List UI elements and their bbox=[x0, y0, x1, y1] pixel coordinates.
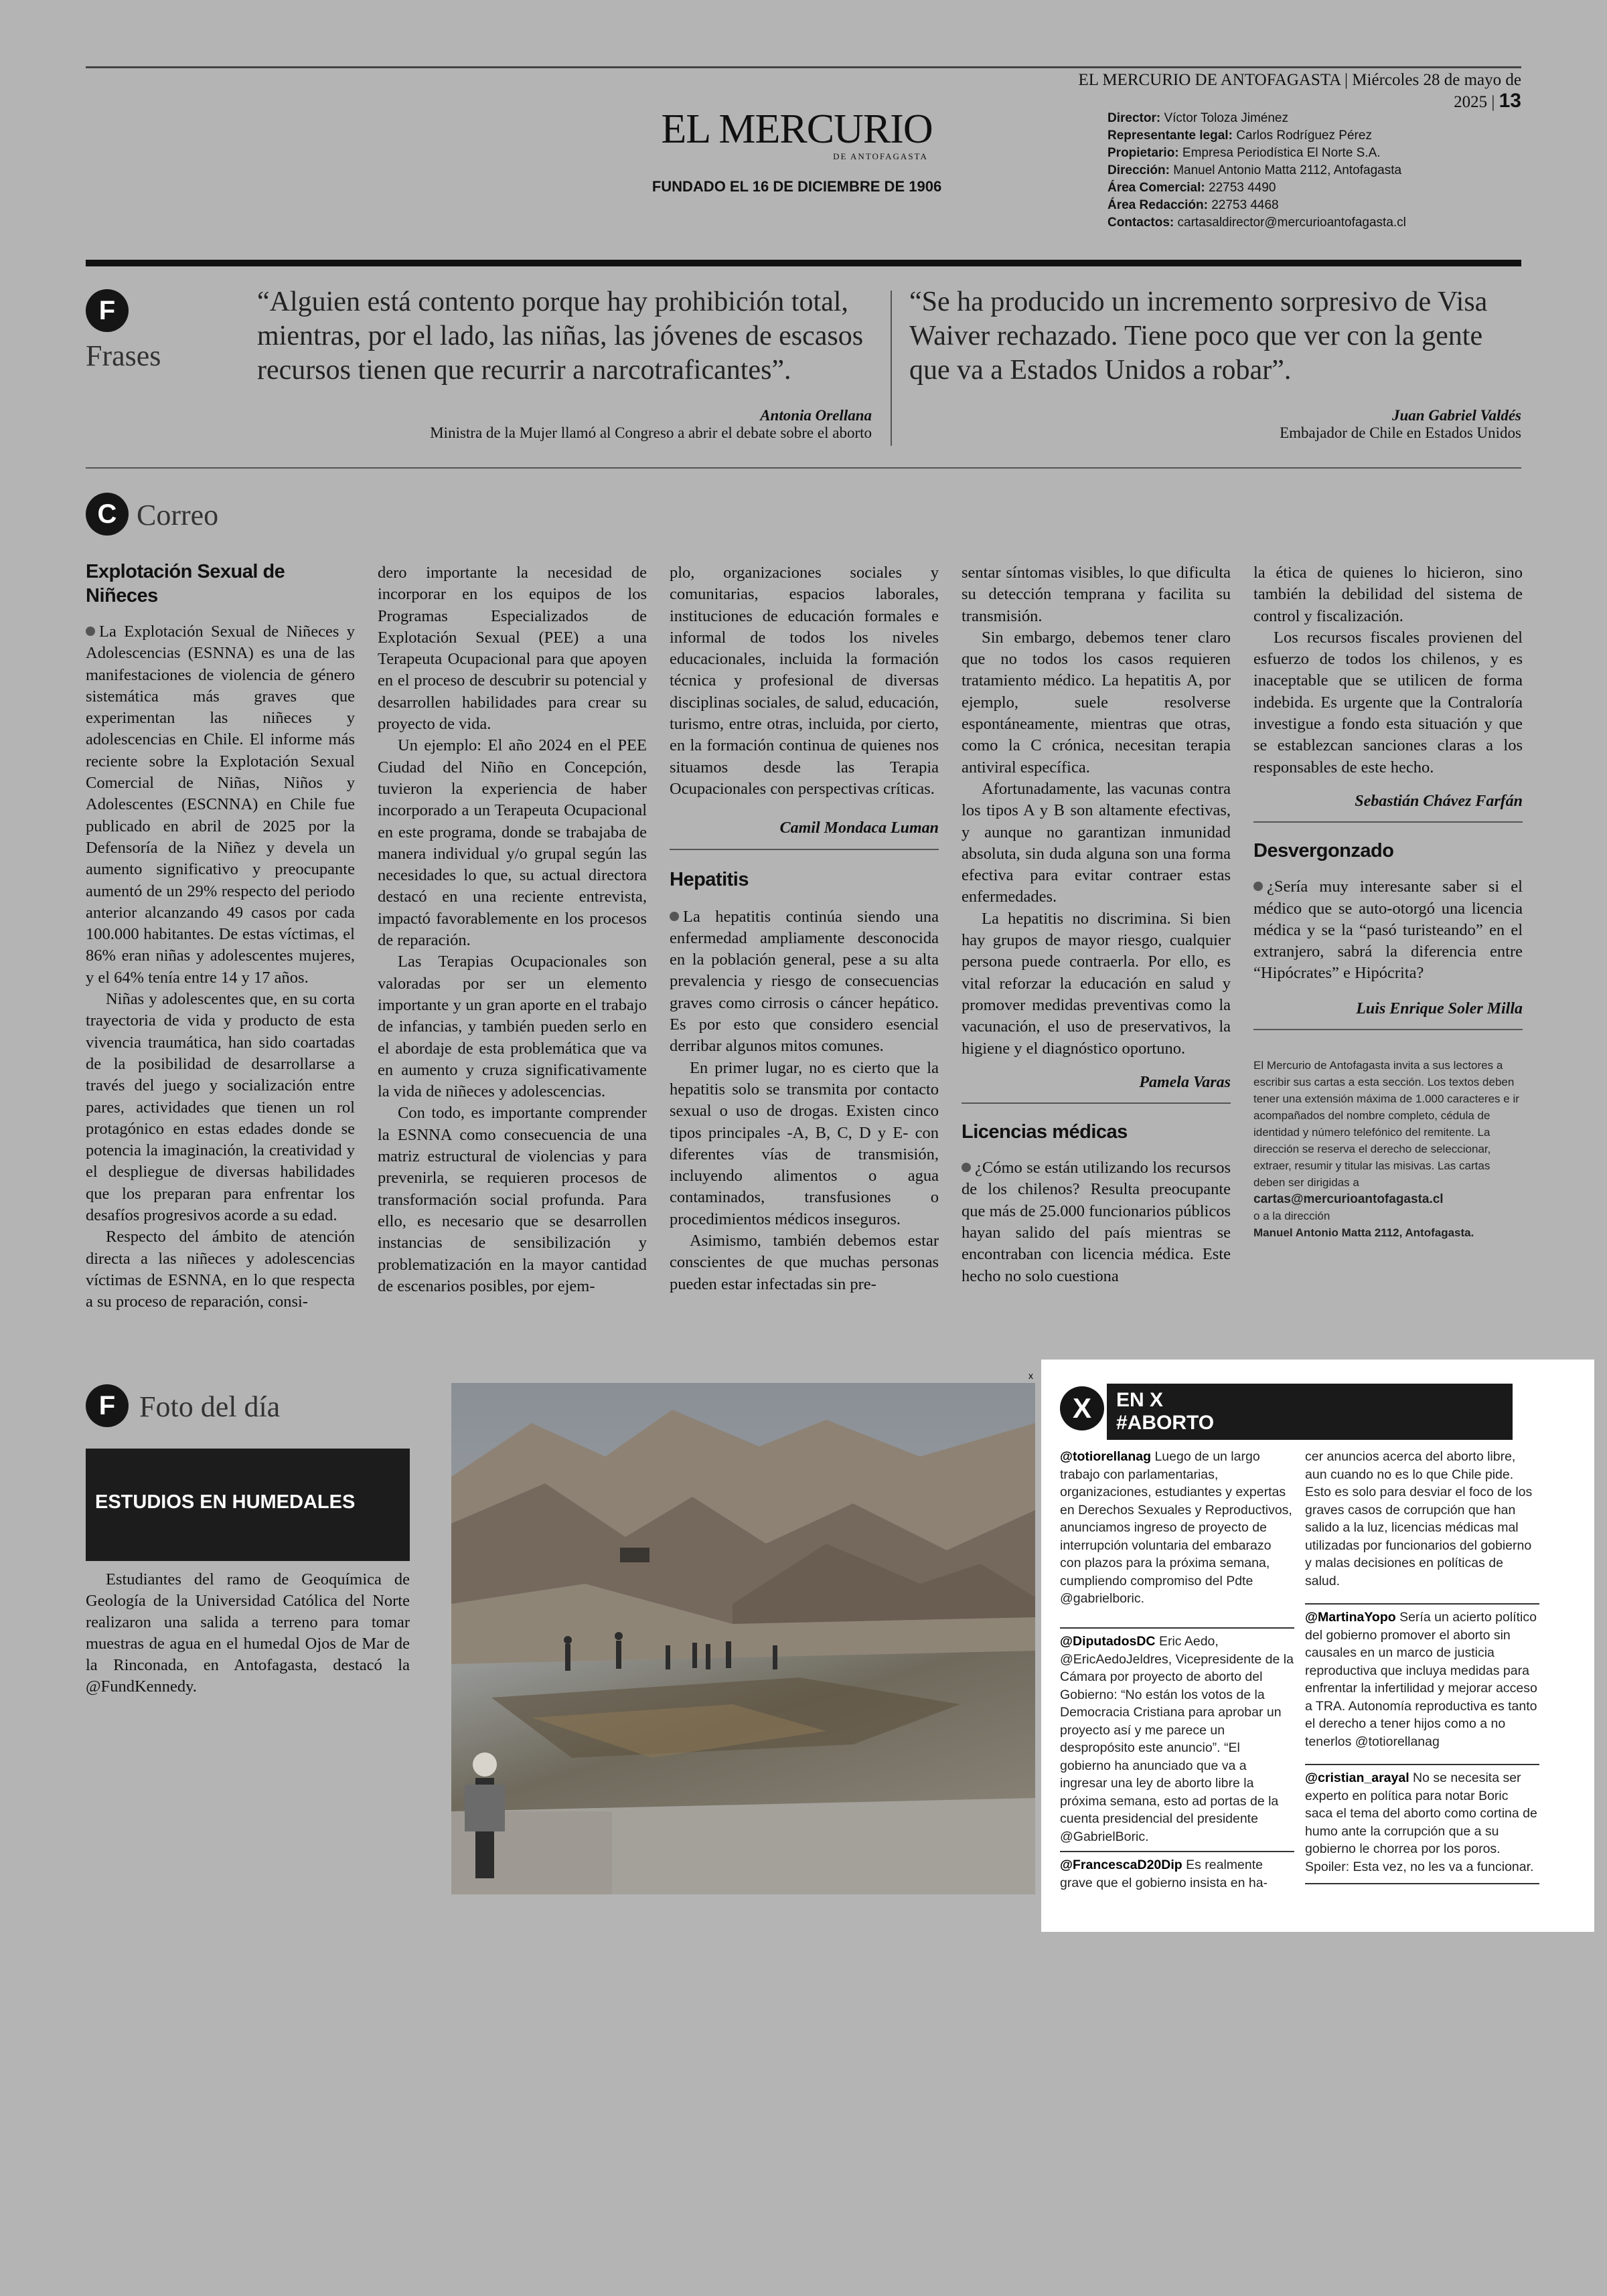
letter-signature: Luis Enrique Soler Milla bbox=[1356, 999, 1523, 1017]
photo-caption: Estudiantes del ramo de Geoquímica de Geología de la Universidad Católica del Norte realizaron una salida a terreno para tomar muestras de agua en el humedal Ojos de Mar de la Rinconada, en Antofagasta, destacó la @FundKennedy. bbox=[86, 1570, 410, 1696]
masthead bbox=[643, 108, 951, 195]
quote-2-attribution bbox=[909, 407, 1521, 442]
masthead-title: EL MERCURIO bbox=[661, 106, 933, 152]
tweet-user[interactable]: @MartinaYopo bbox=[1305, 1610, 1396, 1625]
quote-author: Juan Gabriel Valdés bbox=[1392, 407, 1521, 424]
tweet-divider bbox=[1305, 1883, 1539, 1884]
x-logo-icon: X bbox=[1060, 1386, 1104, 1430]
letter-paragraph: ¿Cómo se están utilizando los recursos de los chilenos? Resulta preocupante que más de 25.000 funcionarios públicos hayan salido del país mientras se encontraban con licencia médica. Este hecho no solo cuestiona bbox=[962, 1159, 1231, 1285]
letter-paragraph: Con todo, es importante comprender la ESNNA como consecuencia de una matriz estructural de violencias y para prevenirla, se requieren procesos de transformación social profunda. Para ello, es necesario que se desarrollen instancias de sensibilización y problematización en la mayor cantidad de escenarios posibles, por ejem- bbox=[378, 1104, 647, 1295]
submission-address: Manuel Antonio Matta 2112, Antofagasta. bbox=[1253, 1226, 1474, 1240]
frases-bottom-rule bbox=[86, 467, 1521, 469]
tweet bbox=[1060, 1448, 1294, 1608]
tweet-text: cer anuncios acerca del aborto libre, aun cuando no es lo que Chile pide. Esto es solo para desviar el foco de los graves casos de corrupción que han salido a la luz, licencias médicas mal utilizadas por funcionarios del gobierno y malas decisiones en políticas de salud. bbox=[1305, 1449, 1533, 1588]
tweet-text: No se necesita ser experto en política para notar Boric saca el tema del aborto como cortina de humo ante la corrupción que a su gobierno le chorrea por los poros. Spoiler: Esta vez, no les va a funcionar. bbox=[1305, 1771, 1537, 1874]
letter-paragraph: La Explotación Sexual de Niñeces y Adolescencias (ESNNA) es una de las manifestaciones de violencia de género sistemática más graves que experimentan las niñeces y adolescencias en Chile. El informe más reciente sobre la Explotación Sexual Comercial de Niñas, Niños y Adolescentes (ESCNNA) en Chile fue publicado en abril de 2025 por la Defensoría de la Niñez y devela un aumento significativo y preocupante aumentó de un 29% respecto del periodo anterior alcanzando 49 casos por cada 100.000 habitantes. De estas víctimas, el 86% eran niñas y adolescentes mujeres, y el 64% tenía entre 14 y 17 años. bbox=[86, 623, 355, 987]
submission-note: El Mercurio de Antofagasta invita a sus lectores a escribir sus cartas a esta sección. Los textos deben tener una extensión máxima de 1.000 caracteres e ir acompañados del nombre completo, cédula de identidad y número telefónico del remitente. La dirección se reserva el derecho de seleccionar, extraer, resumir y titular las misivas. Las cartas deben ser dirigidas a cartas@mercurioantofagasta.cl o a la dirección Manuel Antonio Matta 2112, Antofagasta. bbox=[1253, 1059, 1519, 1240]
correo-title: Correo bbox=[137, 499, 219, 531]
letter-paragraph: dero importante la necesidad de incorporar en los equipos de los Programas Especializados de Explotación Sexual (PEE) a una Terapeuta Ocupacional para que apoyen en el proceso de descubrir su potencial y desarrollen habilidades para crear su proyecto de vida. bbox=[378, 564, 647, 734]
letter-paragraph: Afortunadamente, las vacunas contra los tipos A y B son altamente efectivas, y aunque no garantizan inmunidad absoluta, sin duda alguna son una forma efectiva para evitar contraer estas enfermedades. bbox=[962, 779, 1231, 906]
page-number: 13 bbox=[1499, 90, 1521, 112]
photo-headline-box bbox=[86, 1449, 410, 1561]
letter-paragraph: Respecto del ámbito de atención directa a las niñeces y adolescencias víctimas de ESNNA, en lo que respecta a su proceso de reparación, consi- bbox=[86, 1228, 355, 1311]
wetland-photo bbox=[451, 1370, 1035, 1894]
tweet-divider bbox=[1305, 1603, 1539, 1605]
staff-line: Representante legal: Carlos Rodríguez Pérez bbox=[1107, 129, 1372, 143]
founded-line: FUNDADO EL 16 DE DICIEMBRE DE 1906 bbox=[652, 178, 942, 195]
tweet bbox=[1060, 1633, 1294, 1846]
letter-signature: Camil Mondaca Luman bbox=[779, 819, 939, 837]
staff-line: Contactos: cartasaldirector@mercurioantofagasta.cl bbox=[1107, 216, 1406, 230]
letter-signature: Sebastián Chávez Farfán bbox=[1355, 792, 1523, 810]
tweet-text: Sería un acierto político del gobierno promover el aborto sin causales en un marco de justicia reproductiva que incluya medidas para enfrentar la infertilidad y mejorar acceso a TRA. Autonomía reproductiva es tanto el derecho a tener hijos como a no tenerlos @totiorellanag bbox=[1305, 1610, 1537, 1749]
frases-title: Frases bbox=[86, 339, 161, 372]
letter-paragraph: Las Terapias Ocupacionales son valoradas por ser un elemento importante y un gran aporte en el trabajo de infancias, y también pueden serlo en el abordaje de esta problemática que va en aumento y cruza significativamente la vida de niñeces y adolescencias. bbox=[378, 953, 647, 1101]
tweet bbox=[1305, 1769, 1539, 1876]
quote-2: “Se ha producido un incremento sorpresivo de Visa Waiver rechazado. Tiene poco que ver con la gente que va a Estados Unidos a robar”. bbox=[909, 286, 1488, 386]
letter-paragraph: Los recursos fiscales provienen del esfuerzo de todos los chilenos, y es inaceptable que se utilicen de forma indebida. Es urgente que la Contraloría investigue a fondo esta situación y que se establezcan sanciones claras a los responsables de este hecho. bbox=[1253, 628, 1523, 776]
tweet-user[interactable]: @cristian_arayal bbox=[1305, 1771, 1409, 1785]
staff-line: Área Comercial: 22753 4490 bbox=[1107, 181, 1276, 195]
letter-paragraph: sentar síntomas visibles, lo que dificulta su detección temprana y facilita su transmisión. bbox=[962, 564, 1231, 625]
tweet-divider bbox=[1060, 1627, 1294, 1629]
tweet-text: Luego de un largo trabajo con parlamentarias, organizaciones, estudiantes y expertas en Derechos Sexuales y Reproductivos, anunciamos ingreso de proyecto de interrupción voluntaria del embarazo con plazos para la próxima semana, cumpliendo compromiso del Pdte @gabrielboric. bbox=[1060, 1449, 1292, 1606]
tweet-divider bbox=[1305, 1764, 1539, 1765]
letter-paragraph: Niñas y adolescentes que, en su corta trayectoria de vida y producto de esta vivencia traumática, han sido coartadas de la posibilidad de desarrollarse a través del juego y socialización entre pares, actividades que tienen un rol protagónico en estas edades donde se potencia la imaginación, la creatividad y el despliegue de diversas habilidades que los preparan para enfrentar los desafíos progresivos acorde a su edad. bbox=[86, 990, 355, 1225]
staff-line: Director: Víctor Toloza Jiménez bbox=[1107, 111, 1288, 125]
letter-column-5 bbox=[1253, 562, 1523, 1241]
en-x-header bbox=[1107, 1384, 1513, 1440]
tweet bbox=[1305, 1448, 1539, 1590]
foto-badge: F bbox=[86, 1384, 129, 1427]
page-header: EL MERCURIO DE ANTOFAGASTA | Miércoles 28 de mayo de 2025 | 13 bbox=[1078, 71, 1521, 112]
en-x-panel bbox=[1041, 1360, 1594, 1932]
letter-heading: Hepatitis bbox=[670, 868, 749, 890]
tweet-user[interactable]: @totiorellanag bbox=[1060, 1449, 1152, 1464]
quote-author: Antonia Orellana bbox=[760, 407, 872, 424]
letter-paragraph: Asimismo, también debemos estar conscientes de que muchas personas pueden estar infectadas sin pre- bbox=[670, 1232, 939, 1293]
tweet-user[interactable]: @DiputadosDC bbox=[1060, 1634, 1156, 1649]
quote-role: Ministra de la Mujer llamó al Congreso a abrir el debate sobre el aborto bbox=[430, 424, 872, 441]
letter-column-1 bbox=[86, 560, 355, 1313]
correo-badge: C bbox=[86, 493, 129, 536]
letter-paragraph: la ética de quienes lo hicieron, sino también la debilidad del sistema de control y fiscalización. bbox=[1253, 564, 1523, 625]
letter-column-2 bbox=[378, 562, 647, 1297]
publication-name: EL MERCURIO DE ANTOFAGASTA bbox=[1078, 71, 1341, 89]
letter-signature: Pamela Varas bbox=[1139, 1073, 1231, 1091]
close-mark: x bbox=[1028, 1370, 1033, 1381]
letter-paragraph: La hepatitis no discrimina. Si bien hay grupos de mayor riesgo, cualquier persona puede contraerla. Por ello, es vital reforzar la educación en salud y promover medidas preventivas como la vacunación, el uso de preservativos, la higiene y el diagnóstico oportuno. bbox=[962, 909, 1231, 1058]
letter-paragraph: Sin embargo, debemos tener claro que no todos los casos requieren tratamiento médico. La hepatitis A, por ejemplo, suele resolverse espontáneamente, mientras que otras, como la C crónica, necesitan terapia antiviral específica. bbox=[962, 628, 1231, 776]
letter-heading: Explotación Sexual de Niñeces bbox=[86, 561, 285, 606]
issue-date: Miércoles 28 de mayo de 2025 bbox=[1352, 71, 1521, 111]
tweet-text: Es realmente grave que el gobierno insista en ha- bbox=[1060, 1858, 1268, 1890]
letter-column-4 bbox=[962, 562, 1231, 1287]
letter-heading: Desvergonzado bbox=[1253, 840, 1394, 862]
photo-headline: ESTUDIOS EN HUMEDALES bbox=[95, 1491, 356, 1513]
staff-line: Dirección: Manuel Antonio Matta 2112, Antofagasta bbox=[1107, 163, 1402, 177]
quote-1: “Alguien está contento porque hay prohibición total, mientras, por el lado, las niñas, las jóvenes de escasos recursos tienen que recurrir a narcotraficantes”. bbox=[257, 286, 864, 386]
en-x-title: EN X bbox=[1116, 1389, 1164, 1411]
letter-paragraph: Un ejemplo: El año 2024 en el PEE Ciudad del Niño en Concepción, tuvieron la experiencia de haber incorporado a un Terapeuta Ocupacional en este programa, donde se trabajaba de manera individual y/o grupal según las necesidades lo que, su actual directora destacó en una reciente entrevista, impactó favorablemente en los procesos de reparación. bbox=[378, 736, 647, 950]
tweet-text: Eric Aedo, @EricAedoJeldres, Vicepresidente de la Cámara por proyecto de aborto del Gobierno: “No están los votos de la Democracia Cristiana para aprobar un proyecto así y me parece un despropósito este anuncio”. “El gobierno ha anunciado que va a ingresar una ley de aborto libre la próxima semana, esto ad portas de la cuenta presidencial del presidente @GabrielBoric. bbox=[1060, 1634, 1294, 1844]
quote-role: Embajador de Chile en Estados Unidos bbox=[1280, 424, 1521, 441]
en-x-hashtag: #ABORTO bbox=[1116, 1412, 1215, 1434]
tweet-divider bbox=[1060, 1851, 1294, 1852]
masthead-subtitle: DE ANTOFAGASTA bbox=[833, 151, 928, 161]
tweet bbox=[1305, 1609, 1539, 1750]
letter-paragraph: En primer lugar, no es cierto que la hepatitis solo se transmita por contacto sexual o uso de drogas. Existen cinco tipos principales -A, B, C, D y E- con diferentes vías de transmisión, incluyendo alimentos o agua contaminados, transfusiones o procedimientos médicos inseguros. bbox=[670, 1058, 939, 1228]
letter-paragraph: plo, organizaciones sociales y comunitarias, espacios laborales, instituciones de educación formales e informal de todos los niveles educacionales, incluida la formación técnica y profesional de diversas disciplinas sociales, de salud, educación, turismo, entre otras, incluida, por cierto, en la formación continua de quienes nos situamos desde las Terapia Ocupacionales con perspectivas críticas. bbox=[670, 564, 939, 798]
submission-email[interactable]: cartas@mercurioantofagasta.cl bbox=[1253, 1192, 1444, 1207]
letter-paragraph: ¿Sería muy interesante saber si el médico que se auto-otorgó una licencia médica y se la “pasó turisteando” en el extranjero, sabrá la diferencia entre “Hipócrates” e Hipócrita? bbox=[1253, 878, 1523, 983]
letter-paragraph: La hepatitis continúa siendo una enfermedad ampliamente desconocida en la población general, pese a su alta prevalencia y riesgo de consecuencias graves como cirrosis o cáncer hepático. Es por esto que considero esencial derribar algunos mitos comunes. bbox=[670, 907, 939, 1056]
staff-line: Propietario: Empresa Periodística El Norte S.A. bbox=[1107, 146, 1381, 160]
section-thick-rule bbox=[86, 260, 1521, 266]
tweet-user[interactable]: @FrancescaD20Dip bbox=[1060, 1858, 1182, 1872]
staff-line: Área Redacción: 22753 4468 bbox=[1107, 198, 1279, 212]
tweet bbox=[1060, 1856, 1294, 1892]
staff-box bbox=[1107, 110, 1536, 232]
frases-badge: F bbox=[86, 289, 129, 332]
foto-title: Foto del día bbox=[139, 1390, 281, 1423]
quote-1-attribution bbox=[257, 407, 872, 442]
letter-column-3 bbox=[670, 562, 939, 1295]
top-rule bbox=[86, 66, 1521, 68]
letter-heading: Licencias médicas bbox=[962, 1121, 1128, 1143]
quote-divider bbox=[891, 291, 892, 446]
